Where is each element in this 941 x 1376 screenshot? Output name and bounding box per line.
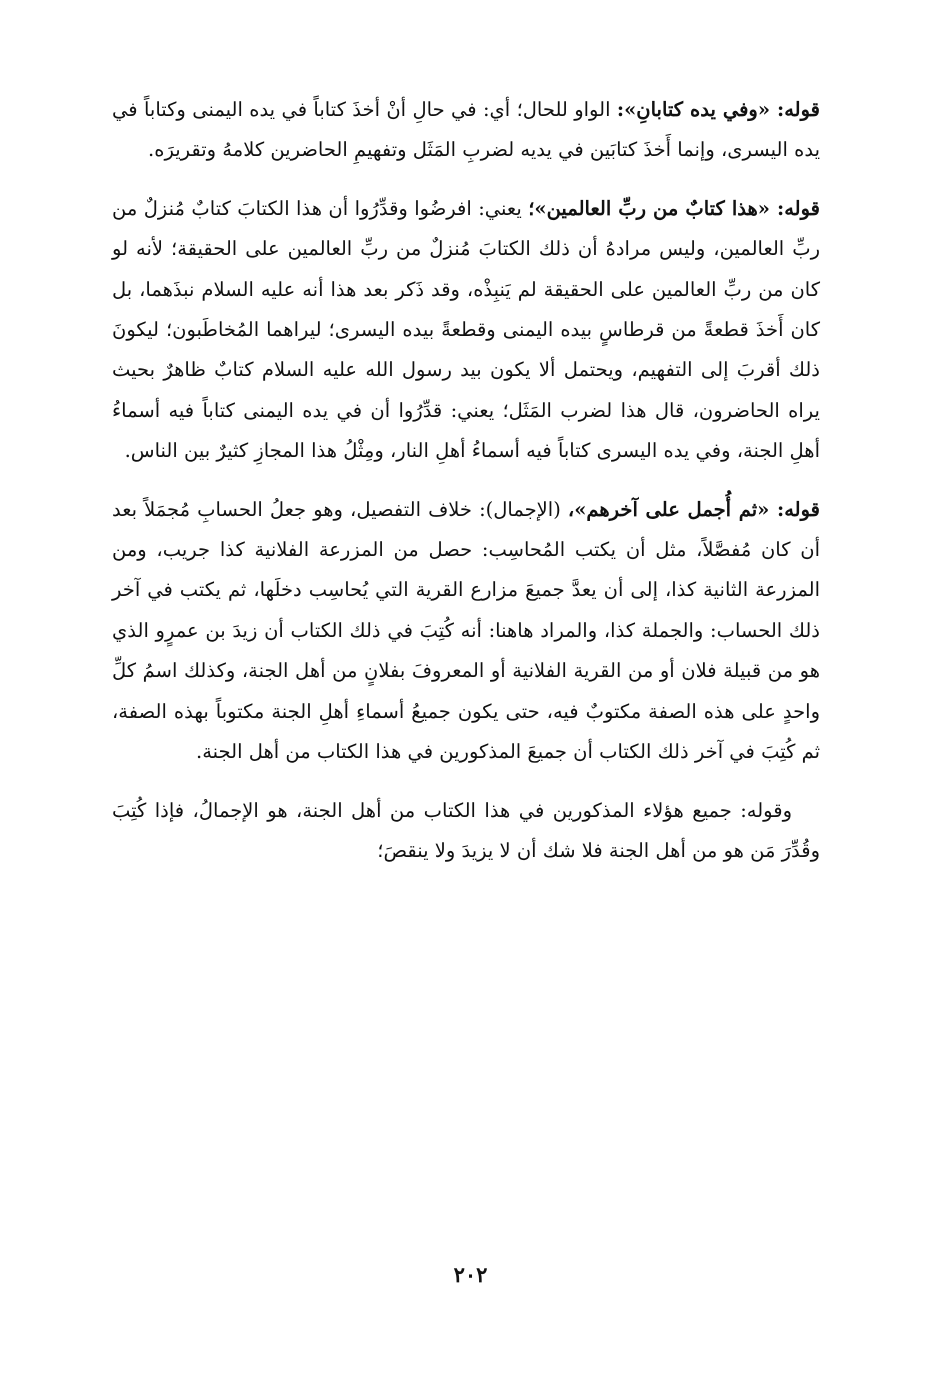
paragraph-4-text: وقوله: جميع هؤلاء المذكورين في هذا الكتاب من أهل الجنة، هو الإجمالُ، فإذا كُتِبَ وقُدِّرَ مَن هو من أهل الجنة فلا شك أن لا يزيدَ ولا ينقصَ؛ — [112, 798, 820, 862]
paragraph-2-text: يعني: افرضُوا وقدِّرُوا أن هذا الكتابَ كتابٌ مُنزلٌ من ربِّ العالمين، وليس مرادهُ أن ذلك الكتابَ مُنزلٌ من ربِّ العالمين على الحقيقة؛ لأنه لو كان من ربِّ العالمين على الحقيقة لم يَنبِذْه، وقد ذَكر بعد هذا أنه عليه السلام نبذَهما، بل كان أَخذَ قطعةً من قرطاسٍ بيده اليمنى وقطعةً بيده اليسرى؛ ليراهما المُخاطَبون؛ ليكونَ ذلك أقربَ إلى التفهيم، ويحتمل ألا يكون بيد رسول الله عليه السلام كتابٌ ظاهرٌ بحيث يراه الحاضرون، قال هذا لضرب المَثَل؛ يعني: قدِّرُوا أن في يده اليمنى كتاباً فيه أسماءُ أهلِ الجنة، وفي يده اليسرى كتاباً فيه أسماءُ أهلِ النار، ومِثْلُ هذا المجازِ كثيرٌ بين الناس. — [112, 196, 820, 463]
paragraph-3-text: (الإجمال): خلاف التفصيل، وهو جعلُ الحسابِ مُجمَلاً بعد أن كان مُفصَّلاً، مثل أن يكتب المُحاسِب: حصل من المزرعة الفلانية كذا جريب، ومن المزرعة الثانية كذا، إلى أن يعدَّ جميعَ مزارع القرية التي يُحاسِب دخلَها، ثم يكتب في آخر ذلك الحساب: والجملة كذا، والمراد هاهنا: أنه كُتِبَ في ذلك الكتاب أن زيدَ بن عمرٍو الذي هو من قبيلة فلان أو من القرية الفلانية أو المعروفَ بفلانٍ من أهل الجنة، وكذلك اسمُ كلِّ واحدٍ على هذه الصفة مكتوبٌ فيه، حتى يكون جميعُ أسماءِ أهلِ الجنة مكتوباً بهذه الصفة، ثم كُتِبَ في آخر ذلك الكتاب أن جميعَ المذكورين في هذا الكتاب من أهل الجنة. — [112, 497, 820, 764]
paragraph-1-heading: قوله: «وفي يده كتابانِ»: — [616, 98, 820, 121]
page-body — [112, 90, 820, 889]
paragraph-2 — [112, 189, 820, 472]
paragraph-1 — [112, 90, 820, 171]
paragraph-1-text: الواو للحال؛ أي: في حالِ أنْ أخذَ كتاباً في يده اليمنى وكتاباً في يده اليسرى، وإنما أَخذَ كتابَين في يديه لضربِ المَثَل وتفهيمِ الحاضرين كلامهُ وتقريرَه. — [112, 98, 820, 162]
page-number: ٢٠٢ — [453, 1262, 488, 1287]
paragraph-3-heading: قوله: «ثم أُجمل على آخرهم»، — [567, 497, 820, 521]
paragraph-2-heading: قوله: «هذا كتابٌ من ربِّ العالمين»؛ — [528, 196, 820, 220]
paragraph-3 — [112, 490, 820, 773]
paragraph-4 — [112, 791, 820, 872]
